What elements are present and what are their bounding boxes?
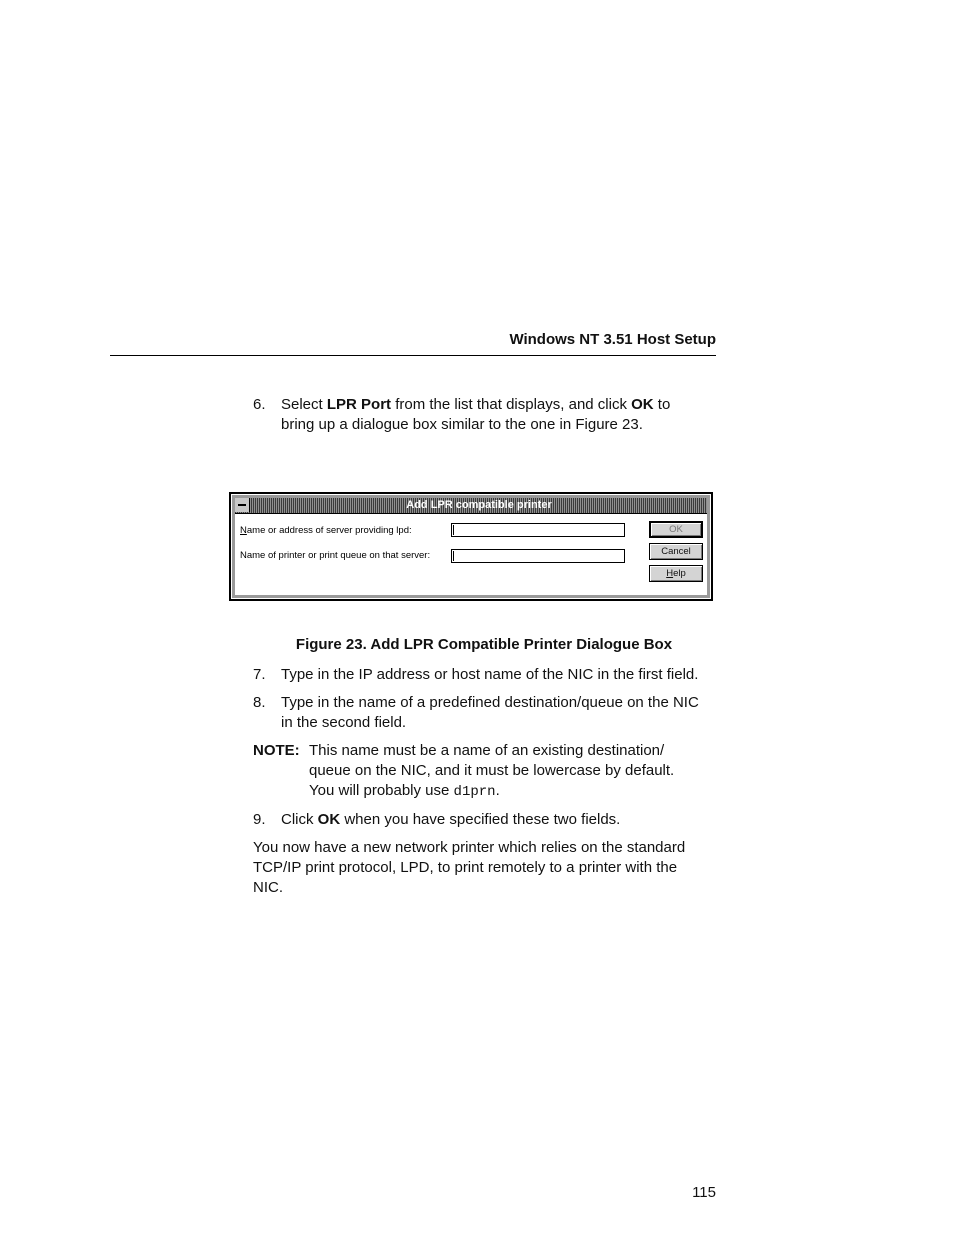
queue-name-code: d1prn [453,784,496,800]
note-line-2: queue on the NIC, and it must be lowercase by default. [309,762,675,779]
queue-field-label: Name of printer or print queue on that server: [240,550,431,561]
step-6-text-b: from the list that displays, and click [391,396,632,413]
lpr-port-term: LPR Port [326,396,392,413]
step-9-text-b: when you have specified these two fields. [340,811,621,828]
help-label-rest: elp [673,568,686,579]
step-8-line-2: in the second field. [281,714,407,731]
step-9-number: 9. [253,811,266,828]
ok-button[interactable]: OK [649,521,703,538]
queue-name-input[interactable] [451,549,625,563]
figure-caption: Figure 23. Add LPR Compatible Printer Dialogue Box [295,636,673,653]
header-rule [110,355,716,356]
step-8-number: 8. [253,694,266,711]
step-7-number: 7. [253,666,266,683]
step-9-text-a: Click [281,811,318,828]
step-6-text-c: to [653,396,671,413]
server-name-input[interactable] [451,523,625,537]
server-label-accelerator: N [240,525,247,536]
help-accelerator: H [666,568,674,579]
running-header: Windows NT 3.51 Host Setup [509,331,716,348]
note-line-3-end: . [495,782,500,799]
step-6-line-2: bring up a dialogue box similar to the one in Figure 23. [281,416,643,433]
ok-term-step-9: OK [317,811,341,828]
step-9-text [281,810,620,830]
page-number: 115 [692,1184,716,1201]
closing-line-1: You now have a new network printer which relies on the standard [253,839,686,856]
note-line-3 [309,781,674,802]
step-8-line-1: Type in the name of a predefined destination/queue on the NIC [281,694,699,711]
server-field-label [240,525,412,536]
step-6-number: 6. [253,396,266,413]
help-button[interactable] [649,565,703,582]
dialog-titlebar[interactable] [235,498,707,514]
closing-line-2: TCP/IP print protocol, LPD, to print remotely to a printer with the [253,859,678,876]
closing-line-3: NIC. [253,879,283,896]
step-6-line-1 [281,395,731,415]
step-7-text: Type in the IP address or host name of the NIC in the first field. [281,666,699,683]
add-lpr-dialog [229,492,713,601]
closing-paragraph [253,838,733,898]
server-label-rest: ame or address of server providing lpd: [246,525,412,536]
note-line-3-text: You will probably use [309,782,454,799]
dialog-title: Add LPR compatible printer [406,499,552,511]
system-menu-icon[interactable] [235,498,250,512]
ok-term: OK [631,396,654,413]
step-6-text-a: Select [281,396,327,413]
cancel-button[interactable]: Cancel [649,543,703,560]
note-label: NOTE: [253,742,300,759]
note-line-1: This name must be a name of an existing destination/ [309,742,665,759]
